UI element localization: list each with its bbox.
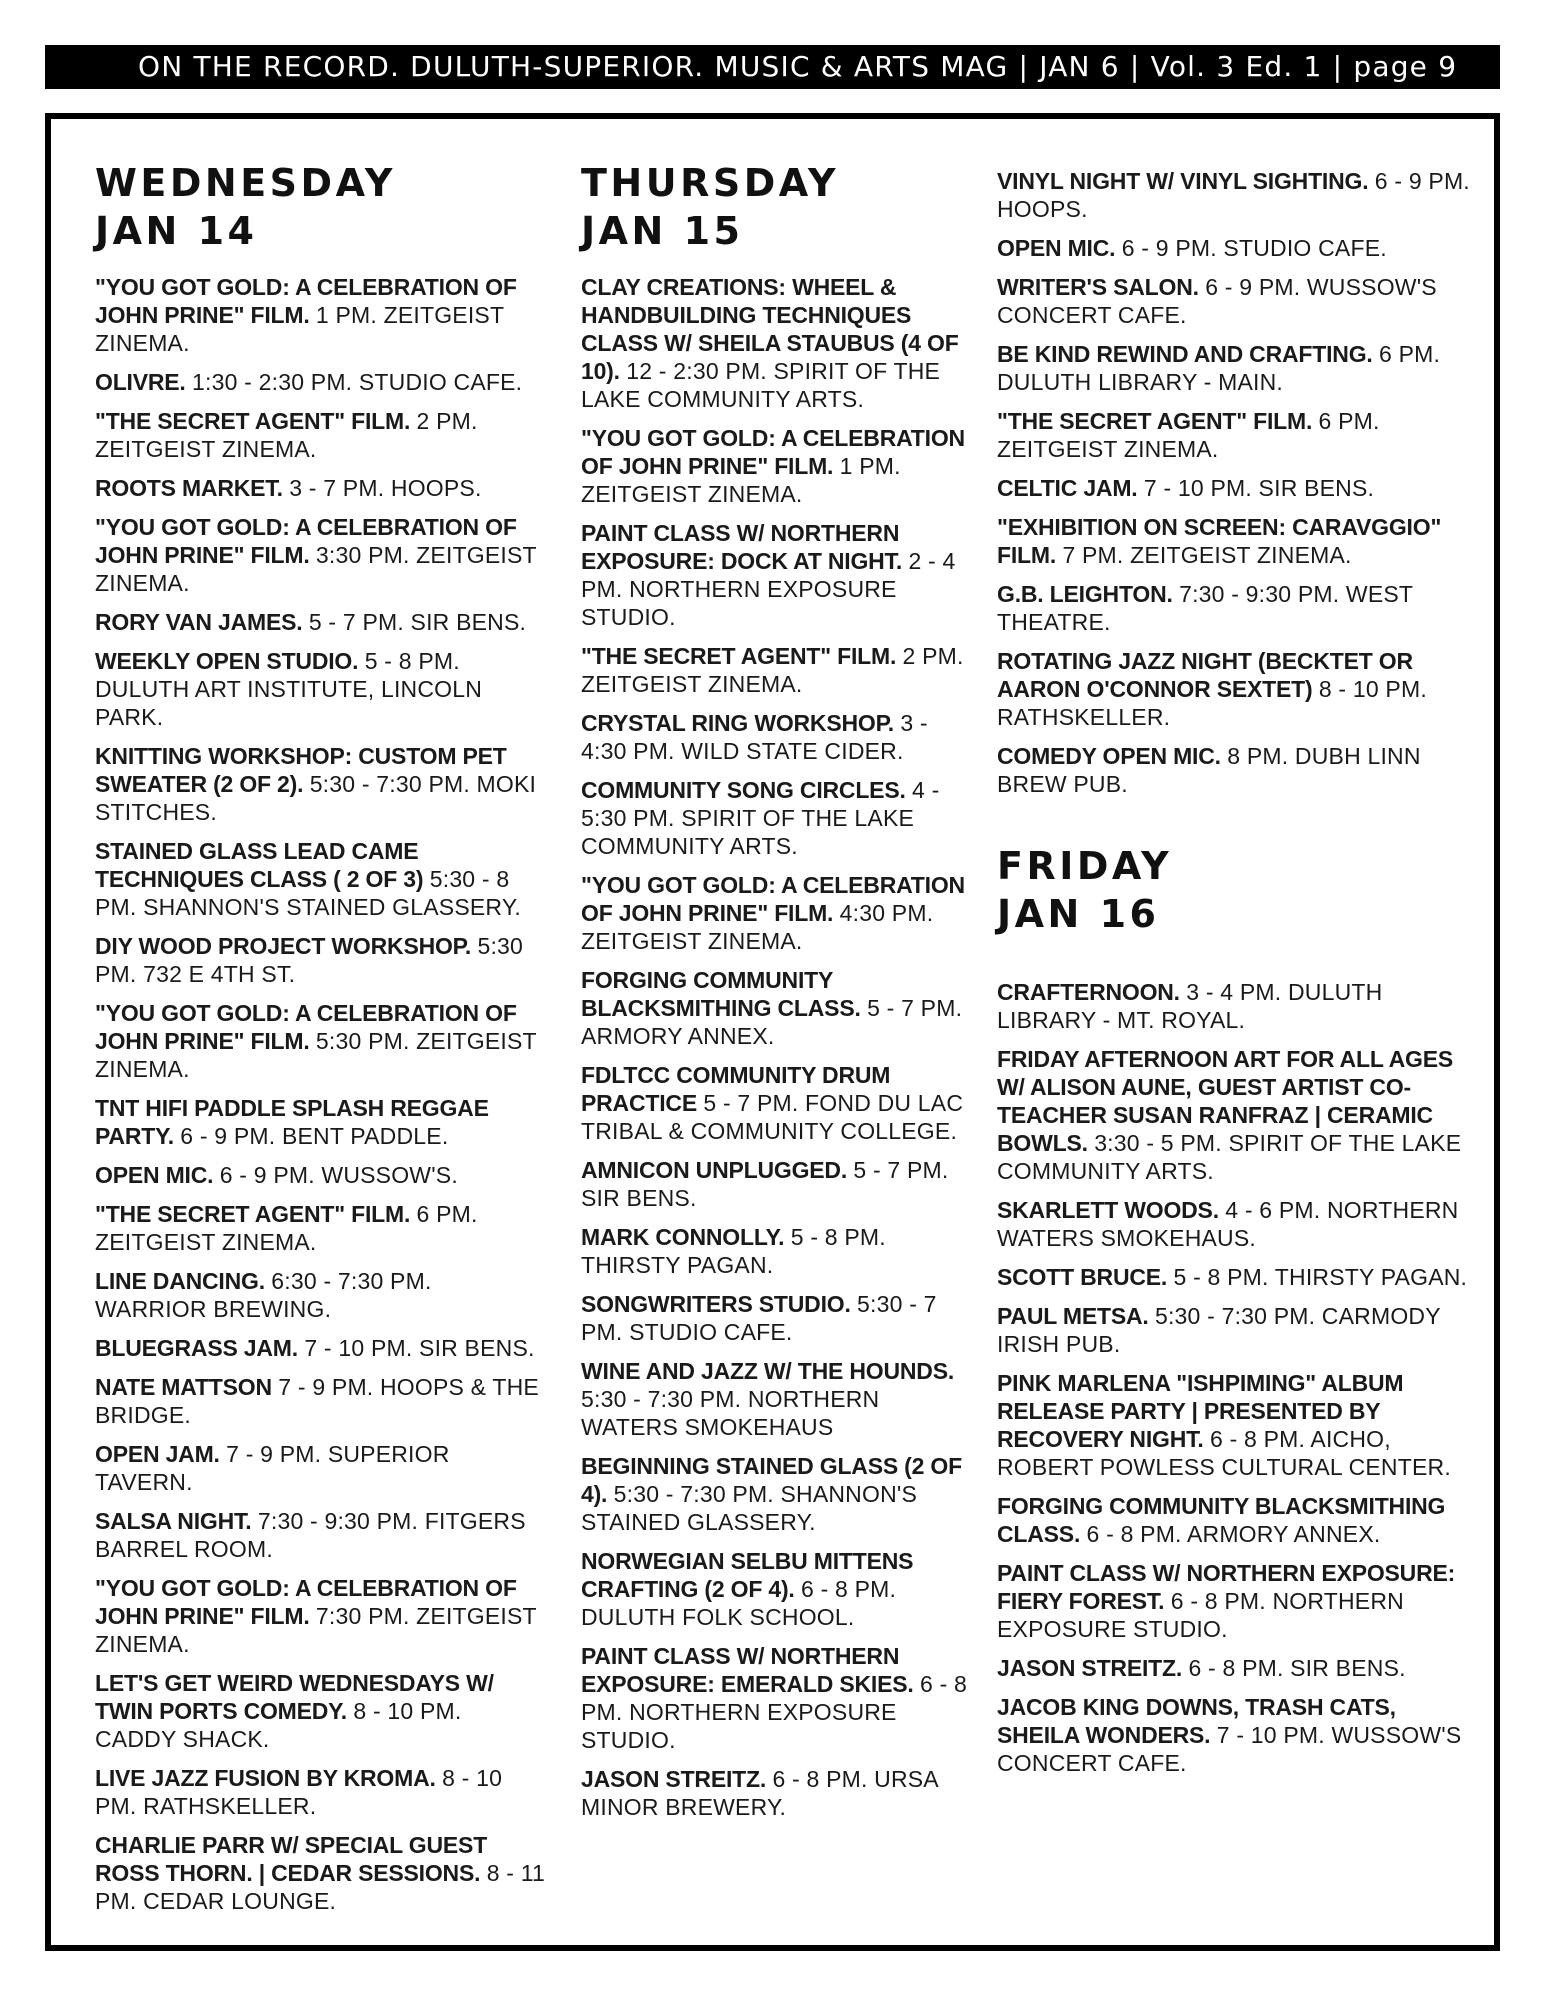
event-title: "YOU GOT GOLD: A CELEBRATION OF JOHN PRINE" FILM. xyxy=(95,1000,517,1054)
event-item xyxy=(581,871,976,955)
event-item xyxy=(95,1094,545,1150)
event-item xyxy=(997,1693,1477,1777)
event-title: CRAFTERNOON. xyxy=(997,979,1180,1005)
event-details: 5:30 PM. 732 E 4TH ST. xyxy=(95,933,524,987)
event-item xyxy=(95,1507,545,1563)
event-details: 4 - 6 PM. NORTHERN WATERS SMOKEHAUS. xyxy=(997,1197,1459,1251)
event-details: 5 - 7 PM. ARMORY ANNEX. xyxy=(581,995,963,1049)
event-item xyxy=(997,167,1477,223)
heading-date: JAN 16 xyxy=(997,892,1160,936)
event-item xyxy=(95,368,545,396)
event-title: AMNICON UNPLUGGED. xyxy=(581,1157,848,1183)
event-title: PAINT CLASS W/ NORTHERN EXPOSURE: FIERY FOREST. xyxy=(997,1560,1456,1614)
event-item xyxy=(95,273,545,357)
event-item xyxy=(581,1061,976,1145)
event-details: 6:30 - 7:30 PM. WARRIOR BREWING. xyxy=(95,1268,432,1322)
event-title: "THE SECRET AGENT" FILM. xyxy=(95,1201,411,1227)
page-header-bar xyxy=(45,45,1500,89)
event-item xyxy=(95,474,545,502)
event-item xyxy=(997,580,1477,636)
event-details: 7:30 - 9:30 PM. FITGERS BARREL ROOM. xyxy=(95,1508,526,1562)
event-details: 6 - 8 PM. NORTHERN EXPOSURE STUDIO. xyxy=(997,1588,1404,1642)
event-title: OPEN JAM. xyxy=(95,1441,220,1467)
event-title: "EXHIBITION ON SCREEN: CARAVGGIO" FILM. xyxy=(997,514,1442,568)
event-item xyxy=(95,608,545,636)
event-title: PAUL METSA. xyxy=(997,1303,1149,1329)
event-details: 3 - 4:30 PM. WILD STATE CIDER. xyxy=(581,710,928,764)
event-item xyxy=(581,424,976,508)
event-item xyxy=(997,1654,1477,1682)
event-item xyxy=(997,513,1477,569)
event-title: WEEKLY OPEN STUDIO. xyxy=(95,648,359,674)
event-item xyxy=(581,1156,976,1212)
event-details: 5 - 8 PM. THIRSTY PAGAN. xyxy=(1173,1264,1468,1290)
event-title: KNITTING WORKSHOP: CUSTOM PET SWEATER (2 OF 2). xyxy=(95,743,507,797)
event-details: 6 - 8 PM. DULUTH FOLK SCHOOL. xyxy=(581,1576,897,1630)
event-item xyxy=(95,513,545,597)
event-title: "THE SECRET AGENT" FILM. xyxy=(581,643,897,669)
event-details: 3:30 PM. ZEITGEIST ZINEMA. xyxy=(95,542,537,596)
event-details: 7:30 PM. ZEITGEIST ZINEMA. xyxy=(95,1603,537,1657)
column-thursday-friday xyxy=(997,167,1477,1788)
event-item xyxy=(581,642,976,698)
event-details: 8 - 11 PM. CEDAR LOUNGE. xyxy=(95,1860,546,1914)
event-details: 6 - 8 PM. NORTHERN EXPOSURE STUDIO. xyxy=(581,1671,968,1753)
column-wednesday xyxy=(95,159,545,1926)
event-item xyxy=(997,474,1477,502)
event-title: NATE MATTSON xyxy=(95,1374,272,1400)
event-title: LIVE JAZZ FUSION BY KROMA. xyxy=(95,1765,436,1791)
event-list-continued xyxy=(997,167,1477,798)
event-details: 7 - 10 PM. SIR BENS. xyxy=(304,1335,535,1361)
event-item xyxy=(95,1669,545,1753)
event-title: "YOU GOT GOLD: A CELEBRATION OF JOHN PRINE" FILM. xyxy=(95,514,517,568)
event-item xyxy=(997,1196,1477,1252)
event-item xyxy=(95,1440,545,1496)
event-details: 6 - 9 PM. WUSSOW'S CONCERT CAFE. xyxy=(997,274,1437,328)
event-item xyxy=(997,234,1477,262)
event-item xyxy=(95,647,545,731)
event-details: 4:30 PM. ZEITGEIST ZINEMA. xyxy=(581,900,934,954)
event-item xyxy=(581,966,976,1050)
event-details: 5 - 7 PM. FOND DU LAC TRIBAL & COMMUNITY COLLEGE. xyxy=(581,1090,964,1144)
event-details: 5:30 - 7 PM. STUDIO CAFE. xyxy=(581,1291,937,1345)
event-title: COMEDY OPEN MIC. xyxy=(997,743,1221,769)
event-title: G.B. LEIGHTON. xyxy=(997,581,1173,607)
event-details: 3:30 - 5 PM. SPIRIT OF THE LAKE COMMUNITY ARTS. xyxy=(997,1130,1462,1184)
event-title: PAINT CLASS W/ NORTHERN EXPOSURE: EMERALD SKIES. xyxy=(581,1643,914,1697)
event-details: 8 - 10 PM. RATHSKELLER. xyxy=(95,1765,503,1819)
event-title: BE KIND REWIND AND CRAFTING. xyxy=(997,341,1373,367)
event-title: CHARLIE PARR W/ SPECIAL GUEST ROSS THORN. | CEDAR SESSIONS. xyxy=(95,1832,488,1886)
event-title: CRYSTAL RING WORKSHOP. xyxy=(581,710,894,736)
event-details: 8 - 10 PM. RATHSKELLER. xyxy=(997,676,1427,730)
event-title: BLUEGRASS JAM. xyxy=(95,1335,298,1361)
event-title: ROTATING JAZZ NIGHT (BECKTET OR AARON O'CONNOR SEXTET) xyxy=(997,648,1413,702)
event-details: 5:30 - 8 PM. SHANNON'S STAINED GLASSERY. xyxy=(95,866,521,920)
event-title: FDLTCC COMMUNITY DRUM PRACTICE xyxy=(581,1062,891,1116)
event-title: "YOU GOT GOLD: A CELEBRATION OF JOHN PRINE" FILM. xyxy=(95,1575,517,1629)
event-details: 7 - 10 PM. WUSSOW'S CONCERT CAFE. xyxy=(997,1722,1462,1776)
event-title: PINK MARLENA "ISHPIMING" ALBUM RELEASE PARTY | PRESENTED BY RECOVERY NIGHT. xyxy=(997,1370,1404,1452)
event-title: OPEN MIC. xyxy=(997,235,1116,261)
event-title: JASON STREITZ. xyxy=(581,1766,767,1792)
event-title: SCOTT BRUCE. xyxy=(997,1264,1168,1290)
event-title: "YOU GOT GOLD: A CELEBRATION OF JOHN PRINE" FILM. xyxy=(581,425,965,479)
event-details: 3 - 4 PM. DULUTH LIBRARY - MT. ROYAL. xyxy=(997,979,1383,1033)
event-details: 1 PM. ZEITGEIST ZINEMA. xyxy=(95,302,504,356)
event-item xyxy=(95,1831,545,1915)
event-title: PAINT CLASS W/ NORTHERN EXPOSURE: DOCK AT NIGHT. xyxy=(581,520,903,574)
event-item xyxy=(581,273,976,413)
event-title: DIY WOOD PROJECT WORKSHOP. xyxy=(95,933,472,959)
event-details: 2 PM. ZEITGEIST ZINEMA. xyxy=(95,408,478,462)
event-details: 7 - 9 PM. HOOPS & THE BRIDGE. xyxy=(95,1374,539,1428)
event-title: "THE SECRET AGENT" FILM. xyxy=(95,408,411,434)
event-details: 5 - 7 PM. SIR BENS. xyxy=(308,609,527,635)
event-details: 5:30 - 7:30 PM. CARMODY IRISH PUB. xyxy=(997,1303,1441,1357)
day-heading-friday xyxy=(997,842,1477,938)
event-item xyxy=(997,647,1477,731)
event-details: 6 PM. ZEITGEIST ZINEMA. xyxy=(997,408,1380,462)
calendar-frame xyxy=(45,113,1500,1951)
day-heading-wednesday xyxy=(95,159,545,255)
event-title: WRITER'S SALON. xyxy=(997,274,1199,300)
event-title: SONGWRITERS STUDIO. xyxy=(581,1291,851,1317)
event-item xyxy=(997,1302,1477,1358)
event-details: 5 - 8 PM. DULUTH ART INSTITUTE, LINCOLN PARK. xyxy=(95,648,483,730)
event-item xyxy=(581,709,976,765)
event-title: SKARLETT WOODS. xyxy=(997,1197,1219,1223)
event-details: 6 - 9 PM. WUSSOW'S. xyxy=(219,1162,458,1188)
event-item xyxy=(95,932,545,988)
event-item xyxy=(95,1574,545,1658)
event-details: 2 - 4 PM. NORTHERN EXPOSURE STUDIO. xyxy=(581,548,956,630)
event-details: 7:30 - 9:30 PM. WEST THEATRE. xyxy=(997,581,1413,635)
event-title: LET'S GET WEIRD WEDNESDAYS W/ TWIN PORTS COMEDY. xyxy=(95,1670,494,1724)
event-item xyxy=(997,273,1477,329)
event-item xyxy=(997,978,1477,1034)
event-details: 5 - 7 PM. SIR BENS. xyxy=(581,1157,949,1211)
event-item xyxy=(997,340,1477,396)
event-list xyxy=(581,273,976,1821)
event-item xyxy=(95,1267,545,1323)
event-item xyxy=(581,1642,976,1754)
event-title: FRIDAY AFTERNOON ART FOR ALL AGES W/ ALISON AUNE, GUEST ARTIST CO-TEACHER SUSAN RANFRAZ | CERAMIC BOWLS. xyxy=(997,1046,1453,1156)
event-details: 3 - 7 PM. HOOPS. xyxy=(289,475,482,501)
event-title: "YOU GOT GOLD: A CELEBRATION OF JOHN PRINE" FILM. xyxy=(95,274,517,328)
event-details: 6 - 8 PM. ARMORY ANNEX. xyxy=(1086,1521,1381,1547)
event-details: 6 - 9 PM. BENT PADDLE. xyxy=(180,1123,449,1149)
event-details: 2 PM. ZEITGEIST ZINEMA. xyxy=(581,643,964,697)
event-title: JACOB KING DOWNS, TRASH CATS, SHEILA WONDERS. xyxy=(997,1694,1396,1748)
event-details: 7 PM. ZEITGEIST ZINEMA. xyxy=(1062,542,1352,568)
event-details: 6 - 9 PM. HOOPS. xyxy=(997,168,1470,222)
event-title: JASON STREITZ. xyxy=(997,1655,1183,1681)
event-item xyxy=(581,1765,976,1821)
event-details: 6 PM. DULUTH LIBRARY - MAIN. xyxy=(997,341,1441,395)
event-item xyxy=(997,407,1477,463)
event-item xyxy=(581,1452,976,1536)
event-list xyxy=(997,978,1477,1777)
event-title: "YOU GOT GOLD: A CELEBRATION OF JOHN PRINE" FILM. xyxy=(581,872,965,926)
event-title: VINYL NIGHT W/ VINYL SIGHTING. xyxy=(997,168,1369,194)
event-details: 5:30 - 7:30 PM. SHANNON'S STAINED GLASSERY. xyxy=(581,1481,918,1535)
event-details: 4 - 5:30 PM. SPIRIT OF THE LAKE COMMUNITY ARTS. xyxy=(581,777,940,859)
event-item xyxy=(581,1547,976,1631)
event-details: 8 - 10 PM. CADDY SHACK. xyxy=(95,1698,462,1752)
event-details: 1:30 - 2:30 PM. STUDIO CAFE. xyxy=(192,369,523,395)
event-details: 5 - 8 PM. THIRSTY PAGAN. xyxy=(581,1224,886,1278)
header-text: ON THE RECORD. DULUTH-SUPERIOR. MUSIC & ARTS MAG | JAN 6 | Vol. 3 Ed. 1 | page 9 xyxy=(138,50,1458,83)
heading-day: WEDNESDAY xyxy=(95,161,396,205)
event-item xyxy=(997,1559,1477,1643)
event-item xyxy=(95,1334,545,1362)
event-item xyxy=(95,1161,545,1189)
event-title: WINE AND JAZZ W/ THE HOUNDS. xyxy=(581,1358,955,1384)
event-item xyxy=(95,742,545,826)
event-details: 6 - 9 PM. STUDIO CAFE. xyxy=(1121,235,1387,261)
event-title: STAINED GLASS LEAD CAME TECHNIQUES CLASS ( 2 OF 3) xyxy=(95,838,424,892)
event-title: RORY VAN JAMES. xyxy=(95,609,303,635)
event-item xyxy=(997,1045,1477,1185)
heading-date: JAN 14 xyxy=(95,209,258,253)
event-details: 5:30 - 7:30 PM. NORTHERN WATERS SMOKEHAUS xyxy=(581,1386,880,1440)
event-title: OLIVRE. xyxy=(95,369,186,395)
event-details: 1 PM. ZEITGEIST ZINEMA. xyxy=(581,453,901,507)
event-title: TNT HIFI PADDLE SPLASH REGGAE PARTY. xyxy=(95,1095,489,1149)
event-item xyxy=(581,519,976,631)
column-thursday xyxy=(581,159,976,1832)
event-details: 6 PM. ZEITGEIST ZINEMA. xyxy=(95,1201,478,1255)
event-item xyxy=(95,407,545,463)
event-list xyxy=(95,273,545,1915)
event-item xyxy=(581,776,976,860)
event-details: 12 - 2:30 PM. SPIRIT OF THE LAKE COMMUNITY ARTS. xyxy=(581,358,941,412)
event-title: LINE DANCING. xyxy=(95,1268,265,1294)
event-title: NORWEGIAN SELBU MITTENS CRAFTING (2 OF 4). xyxy=(581,1548,914,1602)
event-title: SALSA NIGHT. xyxy=(95,1508,252,1534)
heading-day: FRIDAY xyxy=(997,844,1173,888)
event-details: 5:30 - 7:30 PM. MOKI STITCHES. xyxy=(95,771,537,825)
event-details: 8 PM. DUBH LINN BREW PUB. xyxy=(997,743,1421,797)
heading-day: THURSDAY xyxy=(581,161,840,205)
event-details: 6 - 8 PM. AICHO, ROBERT POWLESS CULTURAL CENTER. xyxy=(997,1426,1451,1480)
day-heading-thursday xyxy=(581,159,976,255)
event-item xyxy=(581,1223,976,1279)
event-item xyxy=(95,1373,545,1429)
event-item xyxy=(997,742,1477,798)
event-item xyxy=(997,1263,1477,1291)
event-details: 6 - 8 PM. URSA MINOR BREWERY. xyxy=(581,1766,938,1820)
event-title: BEGINNING STAINED GLASS (2 OF 4). xyxy=(581,1453,962,1507)
event-details: 6 - 8 PM. SIR BENS. xyxy=(1188,1655,1406,1681)
event-details: 7 - 10 PM. SIR BENS. xyxy=(1143,475,1375,501)
heading-date: JAN 15 xyxy=(581,209,744,253)
event-title: COMMUNITY SONG CIRCLES. xyxy=(581,777,906,803)
event-details: 5:30 PM. ZEITGEIST ZINEMA. xyxy=(95,1028,537,1082)
event-item xyxy=(95,1764,545,1820)
event-item xyxy=(95,837,545,921)
event-item xyxy=(581,1357,976,1441)
event-item xyxy=(581,1290,976,1346)
event-item xyxy=(95,1200,545,1256)
event-title: FORGING COMMUNITY BLACKSMITHING CLASS. xyxy=(997,1493,1446,1547)
event-details: 7 - 9 PM. SUPERIOR TAVERN. xyxy=(95,1441,450,1495)
event-title: OPEN MIC. xyxy=(95,1162,214,1188)
event-title: "THE SECRET AGENT" FILM. xyxy=(997,408,1313,434)
event-title: CLAY CREATIONS: WHEEL & HANDBUILDING TECHNIQUES CLASS W/ SHEILA STAUBUS (4 OF 10). xyxy=(581,274,959,384)
event-item xyxy=(997,1492,1477,1548)
event-title: FORGING COMMUNITY BLACKSMITHING CLASS. xyxy=(581,967,861,1021)
event-item xyxy=(997,1369,1477,1481)
event-title: CELTIC JAM. xyxy=(997,475,1138,501)
event-title: ROOTS MARKET. xyxy=(95,475,283,501)
event-item xyxy=(95,999,545,1083)
event-title: MARK CONNOLLY. xyxy=(581,1224,785,1250)
